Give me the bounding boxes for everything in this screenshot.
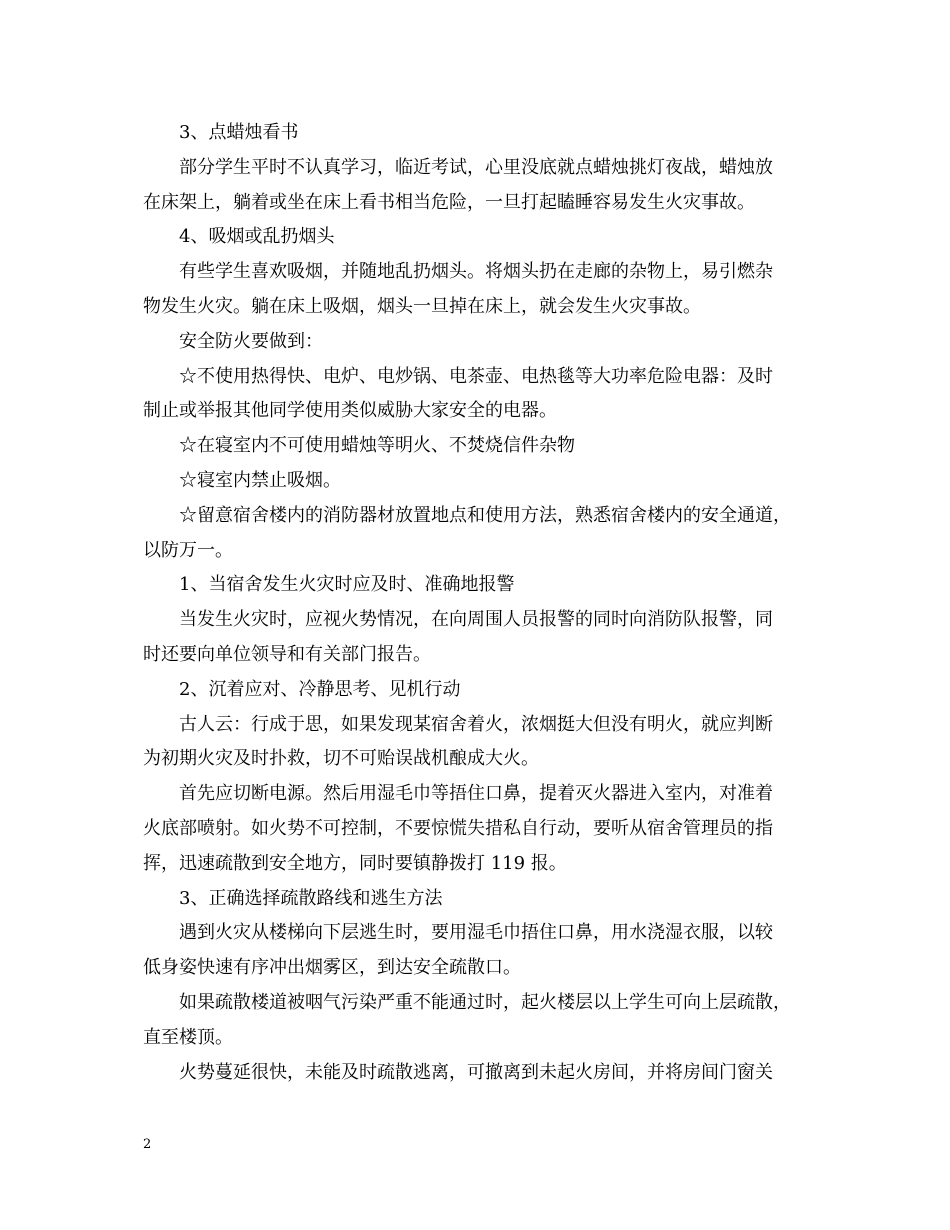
text-line: ☆不使用热得快、电炉、电炒锅、电茶壶、电热毯等大功率危险电器：及时 — [179, 365, 773, 387]
text-line: 安全防火要做到： — [179, 330, 323, 352]
text-line: 4、吸烟或乱扔烟头 — [179, 226, 335, 248]
page-number: 2 — [143, 1137, 152, 1152]
text-line: 首先应切断电源。然后用湿毛巾等捂住口鼻，提着灭火器进入室内，对准着 — [179, 783, 773, 805]
document-body — [143, 116, 825, 1090]
text-line: 3、点蜡烛看书 — [179, 122, 299, 143]
text-line: 遇到火灾从楼梯向下层逃生时，要用湿毛巾捂住口鼻，用水浇湿衣服，以较 — [179, 922, 773, 944]
text-line: 2、沉着应对、冷静思考、见机行动 — [179, 678, 461, 700]
text-line: 低身姿快速有序冲出烟雾区，到达安全疏散口。 — [143, 957, 521, 979]
text-line: 为初期火灾及时扑救，切不可贻误战机酿成大火。 — [143, 748, 539, 770]
text-line: 在床架上，躺着或坐在床上看书相当危险，一旦打起瞌睡容易发生火灾事故。 — [143, 191, 755, 213]
text-line: 时还要向单位领导和有关部门报告。 — [143, 643, 431, 665]
text-line: ☆在寝室内不可使用蜡烛等明火、不焚烧信件杂物 — [179, 435, 575, 457]
text-line: 有些学生喜欢吸烟，并随地乱扔烟头。将烟头扔在走廊的杂物上，易引燃杂 — [179, 261, 773, 283]
text-line: 物发生火灾。躺在床上吸烟，烟头一旦掉在床上，就会发生火灾事故。 — [143, 295, 701, 317]
text-line: ☆寝室内禁止吸烟。 — [179, 469, 341, 491]
text-line: 挥，迅速疏散到安全地方，同时要镇静拨打 119 报。 — [143, 852, 567, 874]
text-line: ☆留意宿舍楼内的消防器材放置地点和使用方法，熟悉宿舍楼内的安全通道， — [179, 504, 791, 526]
text-line: 火底部喷射。如火势不可控制，不要惊慌失措私自行动，要听从宿舍管理员的指 — [143, 817, 773, 839]
text-line: 1、当宿舍发生火灾时应及时、准确地报警 — [179, 574, 515, 596]
text-line: 部分学生平时不认真学习，临近考试，心里没底就点蜡烛挑灯夜战，蜡烛放 — [179, 156, 773, 178]
text-line: 制止或举报其他同学使用类似威胁大家安全的电器。 — [143, 400, 557, 422]
text-line: 古人云：行成于思，如果发现某宿舍着火，浓烟挺大但没有明火，就应判断 — [179, 713, 773, 735]
text-line: 3、正确选择疏散路线和逃生方法 — [179, 887, 443, 909]
text-line: 如果疏散楼道被咽气污染严重不能通过时，起火楼层以上学生可向上层疏散， — [179, 991, 791, 1013]
text-line: 火势蔓延很快，未能及时疏散逃离，可撤离到未起火房间，并将房间门窗关 — [179, 1061, 773, 1083]
text-line: 当发生火灾时，应视火势情况，在向周围人员报警的同时向消防队报警，同 — [179, 609, 773, 631]
text-line: 直至楼顶。 — [143, 1026, 233, 1048]
text-line: 以防万一。 — [143, 539, 233, 561]
